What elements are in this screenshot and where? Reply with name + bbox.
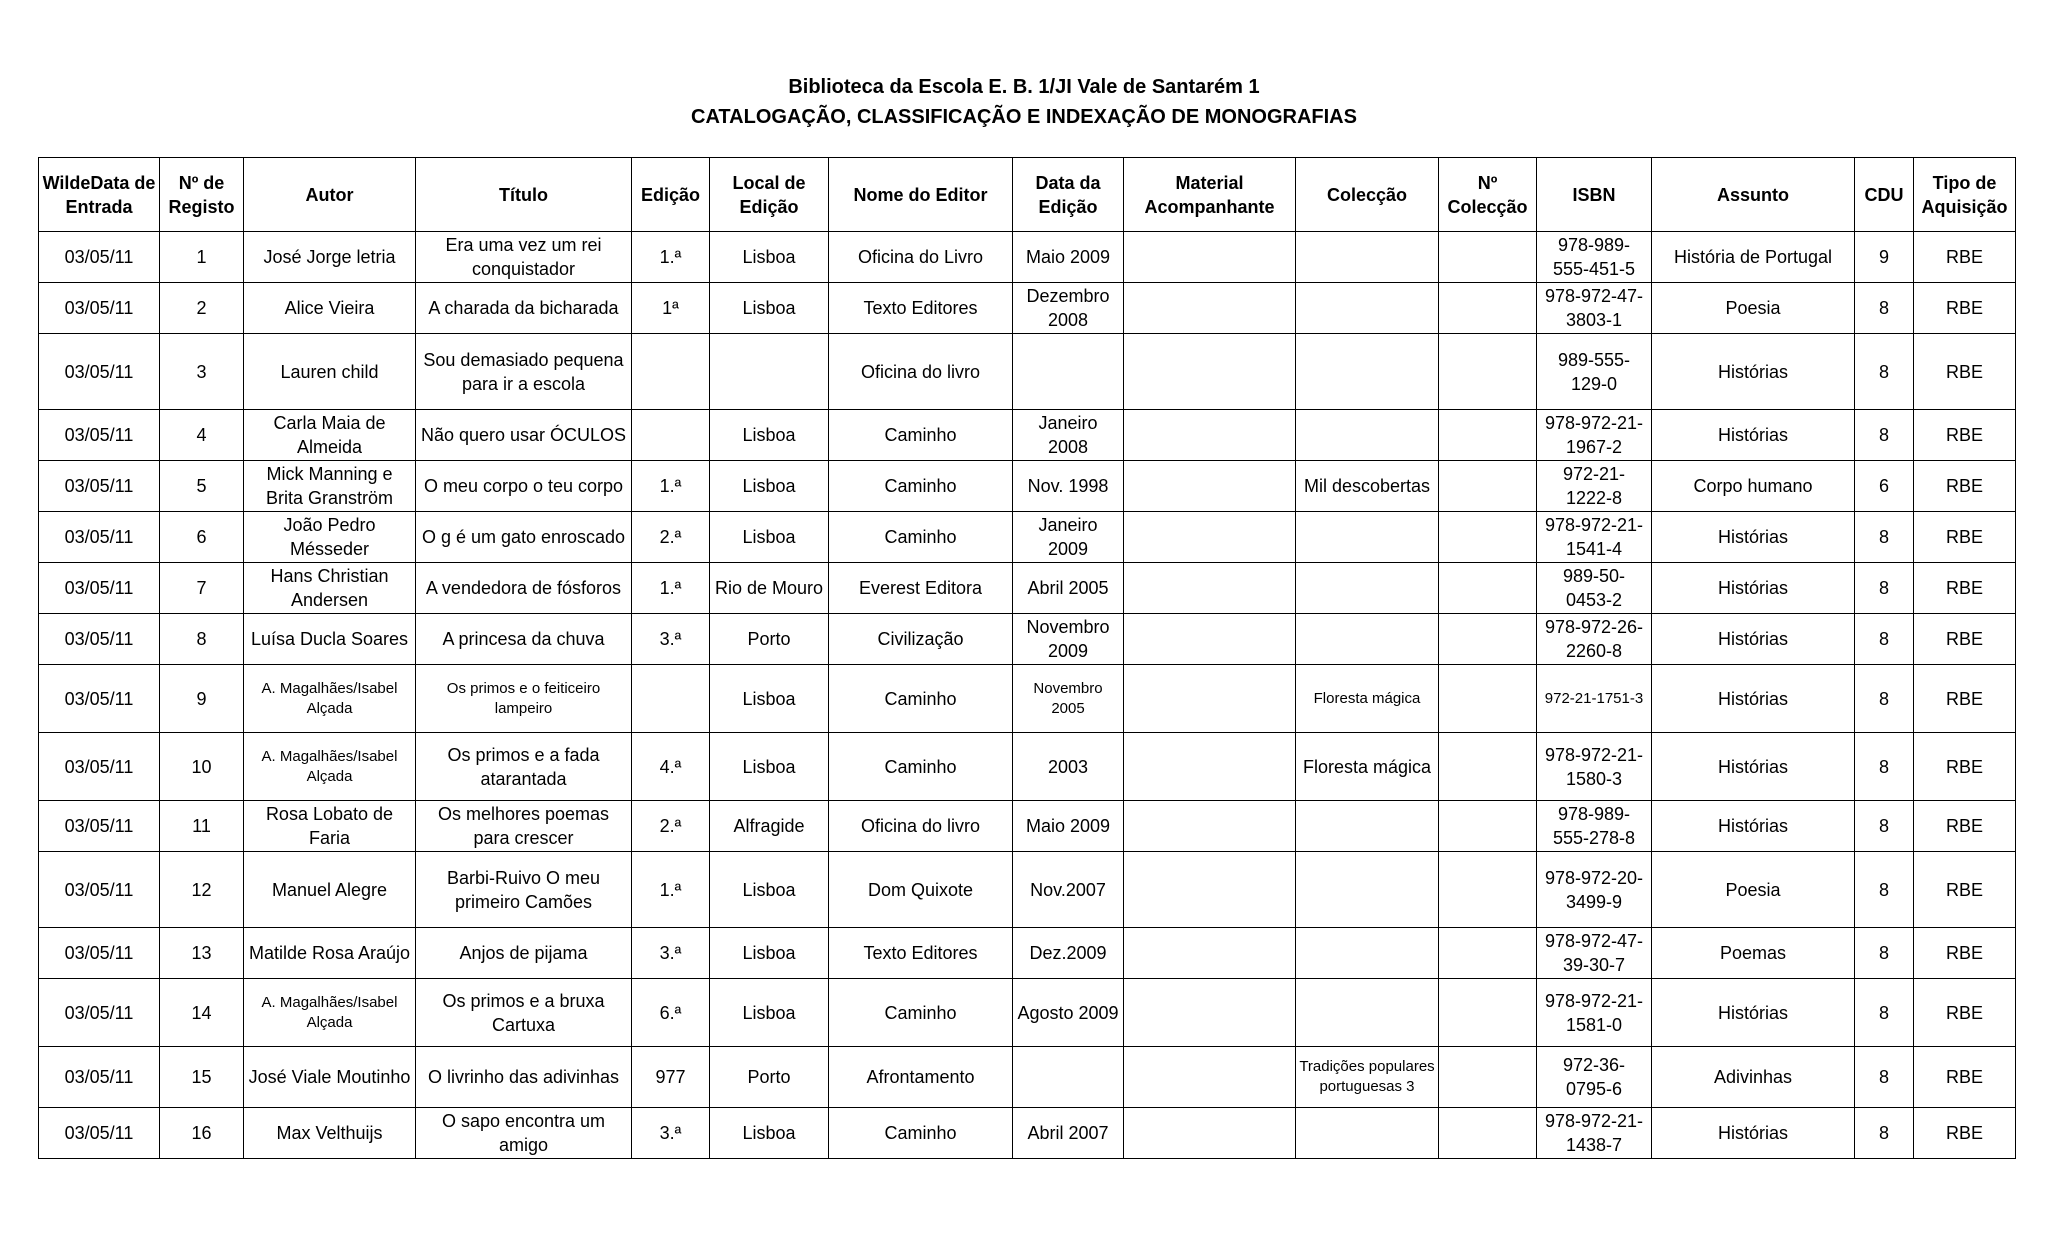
cell-collection-number bbox=[1439, 334, 1537, 410]
cell-subject: Histórias bbox=[1652, 512, 1855, 563]
cell-isbn: 989-555-129-0 bbox=[1537, 334, 1652, 410]
cell-author: A. Magalhães/Isabel Alçada bbox=[244, 979, 416, 1047]
cell-accompanying-material bbox=[1124, 852, 1296, 928]
table-row bbox=[39, 733, 2016, 801]
cell-registry-number: 13 bbox=[160, 928, 244, 979]
cell-entry-date: 03/05/11 bbox=[39, 232, 160, 283]
cell-publication-date: Nov.2007 bbox=[1013, 852, 1124, 928]
cell-publisher: Dom Quixote bbox=[829, 852, 1013, 928]
cell-subject: Histórias bbox=[1652, 979, 1855, 1047]
table-header-row bbox=[39, 158, 2016, 232]
cell-author: A. Magalhães/Isabel Alçada bbox=[244, 733, 416, 801]
cell-cdu: 6 bbox=[1855, 461, 1914, 512]
cell-edition bbox=[632, 665, 710, 733]
cell-subject: Histórias bbox=[1652, 563, 1855, 614]
cell-accompanying-material bbox=[1124, 232, 1296, 283]
cell-title: O livrinho das adivinhas bbox=[416, 1047, 632, 1108]
cell-publication-date: Janeiro 2008 bbox=[1013, 410, 1124, 461]
cell-collection-number bbox=[1439, 614, 1537, 665]
cell-acquisition-type: RBE bbox=[1914, 512, 2016, 563]
cell-registry-number: 2 bbox=[160, 283, 244, 334]
cell-collection bbox=[1296, 232, 1439, 283]
cell-title: Os melhores poemas para crescer bbox=[416, 801, 632, 852]
cell-publication-date: Dez.2009 bbox=[1013, 928, 1124, 979]
cell-isbn: 972-36-0795-6 bbox=[1537, 1047, 1652, 1108]
cell-acquisition-type: RBE bbox=[1914, 852, 2016, 928]
table-row bbox=[39, 334, 2016, 410]
cell-isbn: 978-972-21-1541-4 bbox=[1537, 512, 1652, 563]
table-row bbox=[39, 928, 2016, 979]
cell-title: Os primos e a fada atarantada bbox=[416, 733, 632, 801]
cell-accompanying-material bbox=[1124, 1047, 1296, 1108]
cell-accompanying-material bbox=[1124, 410, 1296, 461]
column-header-collection-number: Nº Colecção bbox=[1439, 158, 1537, 232]
cell-publication-date bbox=[1013, 334, 1124, 410]
cell-publisher: Caminho bbox=[829, 512, 1013, 563]
cell-edition bbox=[632, 410, 710, 461]
cell-author: Luísa Ducla Soares bbox=[244, 614, 416, 665]
column-header-entry-date: WildeData de Entrada bbox=[39, 158, 160, 232]
cell-edition: 3.ª bbox=[632, 614, 710, 665]
cell-isbn: 978-989-555-278-8 bbox=[1537, 801, 1652, 852]
table-row bbox=[39, 801, 2016, 852]
column-header-accompanying-material: Material Acompanhante bbox=[1124, 158, 1296, 232]
cell-title: A vendedora de fósforos bbox=[416, 563, 632, 614]
cell-accompanying-material bbox=[1124, 801, 1296, 852]
table-row bbox=[39, 979, 2016, 1047]
cell-publication-date: Novembro 2009 bbox=[1013, 614, 1124, 665]
cell-cdu: 8 bbox=[1855, 801, 1914, 852]
cell-publication-date: Maio 2009 bbox=[1013, 232, 1124, 283]
cell-cdu: 8 bbox=[1855, 1108, 1914, 1159]
cell-acquisition-type: RBE bbox=[1914, 801, 2016, 852]
cell-author: Lauren child bbox=[244, 334, 416, 410]
cell-publication-place: Lisboa bbox=[710, 928, 829, 979]
cell-entry-date: 03/05/11 bbox=[39, 801, 160, 852]
column-header-subject: Assunto bbox=[1652, 158, 1855, 232]
cell-registry-number: 3 bbox=[160, 334, 244, 410]
cell-collection bbox=[1296, 852, 1439, 928]
cell-cdu: 8 bbox=[1855, 852, 1914, 928]
cell-cdu: 8 bbox=[1855, 979, 1914, 1047]
cell-publication-place: Lisboa bbox=[710, 461, 829, 512]
cell-isbn: 978-989-555-451-5 bbox=[1537, 232, 1652, 283]
cell-isbn: 978-972-21-1967-2 bbox=[1537, 410, 1652, 461]
cell-collection-number bbox=[1439, 928, 1537, 979]
cell-registry-number: 4 bbox=[160, 410, 244, 461]
cell-accompanying-material bbox=[1124, 334, 1296, 410]
cell-publisher: Oficina do Livro bbox=[829, 232, 1013, 283]
cell-edition: 6.ª bbox=[632, 979, 710, 1047]
cell-accompanying-material bbox=[1124, 733, 1296, 801]
cell-collection bbox=[1296, 410, 1439, 461]
cell-edition: 2.ª bbox=[632, 801, 710, 852]
cell-publication-place: Alfragide bbox=[710, 801, 829, 852]
table-row bbox=[39, 563, 2016, 614]
cell-cdu: 8 bbox=[1855, 733, 1914, 801]
cell-author: A. Magalhães/Isabel Alçada bbox=[244, 665, 416, 733]
table-row bbox=[39, 1047, 2016, 1108]
cell-entry-date: 03/05/11 bbox=[39, 1108, 160, 1159]
cell-publisher: Caminho bbox=[829, 665, 1013, 733]
cell-edition: 1.ª bbox=[632, 852, 710, 928]
cell-publication-date: Agosto 2009 bbox=[1013, 979, 1124, 1047]
cell-title: Sou demasiado pequena para ir a escola bbox=[416, 334, 632, 410]
column-header-edition: Edição bbox=[632, 158, 710, 232]
cell-subject: Poesia bbox=[1652, 852, 1855, 928]
cell-author: José Viale Moutinho bbox=[244, 1047, 416, 1108]
cell-isbn: 978-972-26-2260-8 bbox=[1537, 614, 1652, 665]
cell-isbn: 972-21-1751-3 bbox=[1537, 665, 1652, 733]
cell-title: O g é um gato enroscado bbox=[416, 512, 632, 563]
cell-title: A princesa da chuva bbox=[416, 614, 632, 665]
cell-publication-place: Rio de Mouro bbox=[710, 563, 829, 614]
cell-subject: Histórias bbox=[1652, 733, 1855, 801]
cell-collection-number bbox=[1439, 1047, 1537, 1108]
cell-publisher: Civilização bbox=[829, 614, 1013, 665]
document-title-block bbox=[0, 72, 2048, 132]
cell-collection bbox=[1296, 563, 1439, 614]
cell-subject: Histórias bbox=[1652, 410, 1855, 461]
cell-collection bbox=[1296, 283, 1439, 334]
cell-entry-date: 03/05/11 bbox=[39, 733, 160, 801]
cell-acquisition-type: RBE bbox=[1914, 928, 2016, 979]
cell-entry-date: 03/05/11 bbox=[39, 979, 160, 1047]
cell-collection-number bbox=[1439, 665, 1537, 733]
table-row bbox=[39, 283, 2016, 334]
column-header-collection: Colecção bbox=[1296, 158, 1439, 232]
cell-acquisition-type: RBE bbox=[1914, 1108, 2016, 1159]
cell-collection-number bbox=[1439, 979, 1537, 1047]
cell-isbn: 978-972-21-1580-3 bbox=[1537, 733, 1652, 801]
cell-publisher: Caminho bbox=[829, 461, 1013, 512]
cell-cdu: 8 bbox=[1855, 665, 1914, 733]
cell-publisher: Caminho bbox=[829, 733, 1013, 801]
cell-publication-date: 2003 bbox=[1013, 733, 1124, 801]
cell-publisher: Afrontamento bbox=[829, 1047, 1013, 1108]
cell-isbn: 978-972-21-1581-0 bbox=[1537, 979, 1652, 1047]
cell-entry-date: 03/05/11 bbox=[39, 563, 160, 614]
cell-title: Anjos de pijama bbox=[416, 928, 632, 979]
cell-publisher: Texto Editores bbox=[829, 283, 1013, 334]
cell-title: Barbi-Ruivo O meu primeiro Camões bbox=[416, 852, 632, 928]
column-header-isbn: ISBN bbox=[1537, 158, 1652, 232]
cell-author: Rosa Lobato de Faria bbox=[244, 801, 416, 852]
cell-publisher: Texto Editores bbox=[829, 928, 1013, 979]
cell-collection-number bbox=[1439, 563, 1537, 614]
cell-collection: Mil descobertas bbox=[1296, 461, 1439, 512]
cell-registry-number: 16 bbox=[160, 1108, 244, 1159]
cell-title: Não quero usar ÓCULOS bbox=[416, 410, 632, 461]
cell-publication-date: Dezembro 2008 bbox=[1013, 283, 1124, 334]
cell-isbn: 978-972-21-1438-7 bbox=[1537, 1108, 1652, 1159]
cell-registry-number: 5 bbox=[160, 461, 244, 512]
cell-author: João Pedro Mésseder bbox=[244, 512, 416, 563]
column-header-cdu: CDU bbox=[1855, 158, 1914, 232]
cell-accompanying-material bbox=[1124, 283, 1296, 334]
cell-isbn: 978-972-47-39-30-7 bbox=[1537, 928, 1652, 979]
cell-publication-place: Lisboa bbox=[710, 1108, 829, 1159]
cell-edition: 1ª bbox=[632, 283, 710, 334]
cell-subject: Histórias bbox=[1652, 665, 1855, 733]
cell-accompanying-material bbox=[1124, 614, 1296, 665]
cell-subject: Histórias bbox=[1652, 1108, 1855, 1159]
cell-acquisition-type: RBE bbox=[1914, 563, 2016, 614]
cell-accompanying-material bbox=[1124, 928, 1296, 979]
catalog-table bbox=[38, 157, 2016, 1159]
cell-collection-number bbox=[1439, 733, 1537, 801]
cell-registry-number: 1 bbox=[160, 232, 244, 283]
table-row bbox=[39, 232, 2016, 283]
cell-author: José Jorge letria bbox=[244, 232, 416, 283]
cell-collection bbox=[1296, 979, 1439, 1047]
cell-acquisition-type: RBE bbox=[1914, 1047, 2016, 1108]
cell-cdu: 8 bbox=[1855, 563, 1914, 614]
cell-subject: Histórias bbox=[1652, 614, 1855, 665]
cell-entry-date: 03/05/11 bbox=[39, 614, 160, 665]
cell-edition: 1.ª bbox=[632, 232, 710, 283]
cell-entry-date: 03/05/11 bbox=[39, 410, 160, 461]
cell-entry-date: 03/05/11 bbox=[39, 334, 160, 410]
cell-collection-number bbox=[1439, 461, 1537, 512]
cell-accompanying-material bbox=[1124, 1108, 1296, 1159]
cell-cdu: 8 bbox=[1855, 512, 1914, 563]
cell-registry-number: 11 bbox=[160, 801, 244, 852]
cell-author: Mick Manning e Brita Granström bbox=[244, 461, 416, 512]
cell-publisher: Oficina do livro bbox=[829, 334, 1013, 410]
table-row bbox=[39, 461, 2016, 512]
cell-accompanying-material bbox=[1124, 563, 1296, 614]
cell-author: Max Velthuijs bbox=[244, 1108, 416, 1159]
cell-publication-place: Lisboa bbox=[710, 852, 829, 928]
cell-entry-date: 03/05/11 bbox=[39, 283, 160, 334]
cell-acquisition-type: RBE bbox=[1914, 232, 2016, 283]
cell-acquisition-type: RBE bbox=[1914, 410, 2016, 461]
cell-collection: Tradições populares portuguesas 3 bbox=[1296, 1047, 1439, 1108]
cell-publication-place: Lisboa bbox=[710, 232, 829, 283]
cell-subject: História de Portugal bbox=[1652, 232, 1855, 283]
cell-publisher: Caminho bbox=[829, 410, 1013, 461]
table-row bbox=[39, 852, 2016, 928]
cell-collection-number bbox=[1439, 852, 1537, 928]
cell-entry-date: 03/05/11 bbox=[39, 1047, 160, 1108]
cell-cdu: 8 bbox=[1855, 1047, 1914, 1108]
cell-entry-date: 03/05/11 bbox=[39, 461, 160, 512]
cell-acquisition-type: RBE bbox=[1914, 461, 2016, 512]
cell-cdu: 8 bbox=[1855, 334, 1914, 410]
cell-publication-date: Nov. 1998 bbox=[1013, 461, 1124, 512]
cell-title: O meu corpo o teu corpo bbox=[416, 461, 632, 512]
cell-subject: Poemas bbox=[1652, 928, 1855, 979]
cell-publisher: Everest Editora bbox=[829, 563, 1013, 614]
cell-title: Os primos e o feiticeiro lampeiro bbox=[416, 665, 632, 733]
cell-cdu: 8 bbox=[1855, 410, 1914, 461]
cell-publication-place: Lisboa bbox=[710, 665, 829, 733]
cell-accompanying-material bbox=[1124, 512, 1296, 563]
cell-subject: Histórias bbox=[1652, 334, 1855, 410]
cell-isbn: 978-972-47-3803-1 bbox=[1537, 283, 1652, 334]
cell-collection-number bbox=[1439, 283, 1537, 334]
cell-edition: 3.ª bbox=[632, 1108, 710, 1159]
cell-acquisition-type: RBE bbox=[1914, 979, 2016, 1047]
cell-collection-number bbox=[1439, 1108, 1537, 1159]
cell-cdu: 8 bbox=[1855, 283, 1914, 334]
cell-edition: 977 bbox=[632, 1047, 710, 1108]
cell-publication-date: Maio 2009 bbox=[1013, 801, 1124, 852]
cell-publication-date bbox=[1013, 1047, 1124, 1108]
cell-acquisition-type: RBE bbox=[1914, 614, 2016, 665]
cell-publication-place: Lisboa bbox=[710, 733, 829, 801]
cell-collection: Floresta mágica bbox=[1296, 665, 1439, 733]
cell-subject: Histórias bbox=[1652, 801, 1855, 852]
cell-publisher: Caminho bbox=[829, 1108, 1013, 1159]
cell-publication-date: Abril 2007 bbox=[1013, 1108, 1124, 1159]
cell-isbn: 989-50-0453-2 bbox=[1537, 563, 1652, 614]
cell-collection-number bbox=[1439, 801, 1537, 852]
cell-publication-place: Porto bbox=[710, 614, 829, 665]
cell-publisher: Oficina do livro bbox=[829, 801, 1013, 852]
cell-title: Os primos e a bruxa Cartuxa bbox=[416, 979, 632, 1047]
cell-author: Manuel Alegre bbox=[244, 852, 416, 928]
cell-collection-number bbox=[1439, 410, 1537, 461]
cell-title: Era uma vez um rei conquistador bbox=[416, 232, 632, 283]
cell-publication-date: Janeiro 2009 bbox=[1013, 512, 1124, 563]
cell-registry-number: 15 bbox=[160, 1047, 244, 1108]
cell-collection bbox=[1296, 512, 1439, 563]
cell-acquisition-type: RBE bbox=[1914, 733, 2016, 801]
table-row bbox=[39, 512, 2016, 563]
cell-registry-number: 12 bbox=[160, 852, 244, 928]
cell-publication-place: Lisboa bbox=[710, 979, 829, 1047]
column-header-author: Autor bbox=[244, 158, 416, 232]
cell-author: Carla Maia de Almeida bbox=[244, 410, 416, 461]
cell-acquisition-type: RBE bbox=[1914, 283, 2016, 334]
column-header-acquisition-type: Tipo de Aquisição bbox=[1914, 158, 2016, 232]
cell-registry-number: 9 bbox=[160, 665, 244, 733]
cell-edition: 3.ª bbox=[632, 928, 710, 979]
catalog-title: CATALOGAÇÃO, CLASSIFICAÇÃO E INDEXAÇÃO DE MONOGRAFIAS bbox=[691, 106, 1357, 128]
cell-subject: Poesia bbox=[1652, 283, 1855, 334]
cell-edition: 4.ª bbox=[632, 733, 710, 801]
cell-author: Hans Christian Andersen bbox=[244, 563, 416, 614]
cell-edition: 2.ª bbox=[632, 512, 710, 563]
cell-collection bbox=[1296, 801, 1439, 852]
cell-cdu: 8 bbox=[1855, 614, 1914, 665]
cell-entry-date: 03/05/11 bbox=[39, 852, 160, 928]
cell-acquisition-type: RBE bbox=[1914, 665, 2016, 733]
cell-accompanying-material bbox=[1124, 979, 1296, 1047]
cell-entry-date: 03/05/11 bbox=[39, 665, 160, 733]
column-header-title: Título bbox=[416, 158, 632, 232]
cell-registry-number: 10 bbox=[160, 733, 244, 801]
cell-cdu: 8 bbox=[1855, 928, 1914, 979]
cell-registry-number: 8 bbox=[160, 614, 244, 665]
cell-accompanying-material bbox=[1124, 461, 1296, 512]
cell-author: Alice Vieira bbox=[244, 283, 416, 334]
cell-edition: 1.ª bbox=[632, 461, 710, 512]
cell-title: A charada da bicharada bbox=[416, 283, 632, 334]
cell-author: Matilde Rosa Araújo bbox=[244, 928, 416, 979]
cell-collection-number bbox=[1439, 232, 1537, 283]
table-row bbox=[39, 410, 2016, 461]
cell-acquisition-type: RBE bbox=[1914, 334, 2016, 410]
table-row bbox=[39, 614, 2016, 665]
cell-registry-number: 14 bbox=[160, 979, 244, 1047]
cell-collection bbox=[1296, 1108, 1439, 1159]
column-header-publication-date: Data da Edição bbox=[1013, 158, 1124, 232]
column-header-publisher: Nome do Editor bbox=[829, 158, 1013, 232]
cell-publication-place bbox=[710, 334, 829, 410]
cell-subject: Corpo humano bbox=[1652, 461, 1855, 512]
cell-collection bbox=[1296, 334, 1439, 410]
cell-registry-number: 7 bbox=[160, 563, 244, 614]
cell-collection bbox=[1296, 928, 1439, 979]
column-header-registry-number: Nº de Registo bbox=[160, 158, 244, 232]
cell-publication-date: Abril 2005 bbox=[1013, 563, 1124, 614]
table-row bbox=[39, 1108, 2016, 1159]
cell-publication-place: Lisboa bbox=[710, 283, 829, 334]
cell-registry-number: 6 bbox=[160, 512, 244, 563]
cell-isbn: 978-972-20-3499-9 bbox=[1537, 852, 1652, 928]
cell-isbn: 972-21-1222-8 bbox=[1537, 461, 1652, 512]
column-header-publication-place: Local de Edição bbox=[710, 158, 829, 232]
cell-entry-date: 03/05/11 bbox=[39, 928, 160, 979]
cell-edition: 1.ª bbox=[632, 563, 710, 614]
cell-publication-place: Lisboa bbox=[710, 410, 829, 461]
cell-entry-date: 03/05/11 bbox=[39, 512, 160, 563]
cell-collection: Floresta mágica bbox=[1296, 733, 1439, 801]
table-row bbox=[39, 665, 2016, 733]
cell-collection bbox=[1296, 614, 1439, 665]
cell-edition bbox=[632, 334, 710, 410]
cell-publication-place: Porto bbox=[710, 1047, 829, 1108]
cell-publication-place: Lisboa bbox=[710, 512, 829, 563]
cell-publisher: Caminho bbox=[829, 979, 1013, 1047]
cell-cdu: 9 bbox=[1855, 232, 1914, 283]
library-title: Biblioteca da Escola E. B. 1/JI Vale de Santarém 1 bbox=[788, 76, 1260, 98]
cell-title: O sapo encontra um amigo bbox=[416, 1108, 632, 1159]
table-body bbox=[39, 232, 2016, 1159]
cell-accompanying-material bbox=[1124, 665, 1296, 733]
cell-subject: Adivinhas bbox=[1652, 1047, 1855, 1108]
cell-collection-number bbox=[1439, 512, 1537, 563]
cell-publication-date: Novembro 2005 bbox=[1013, 665, 1124, 733]
